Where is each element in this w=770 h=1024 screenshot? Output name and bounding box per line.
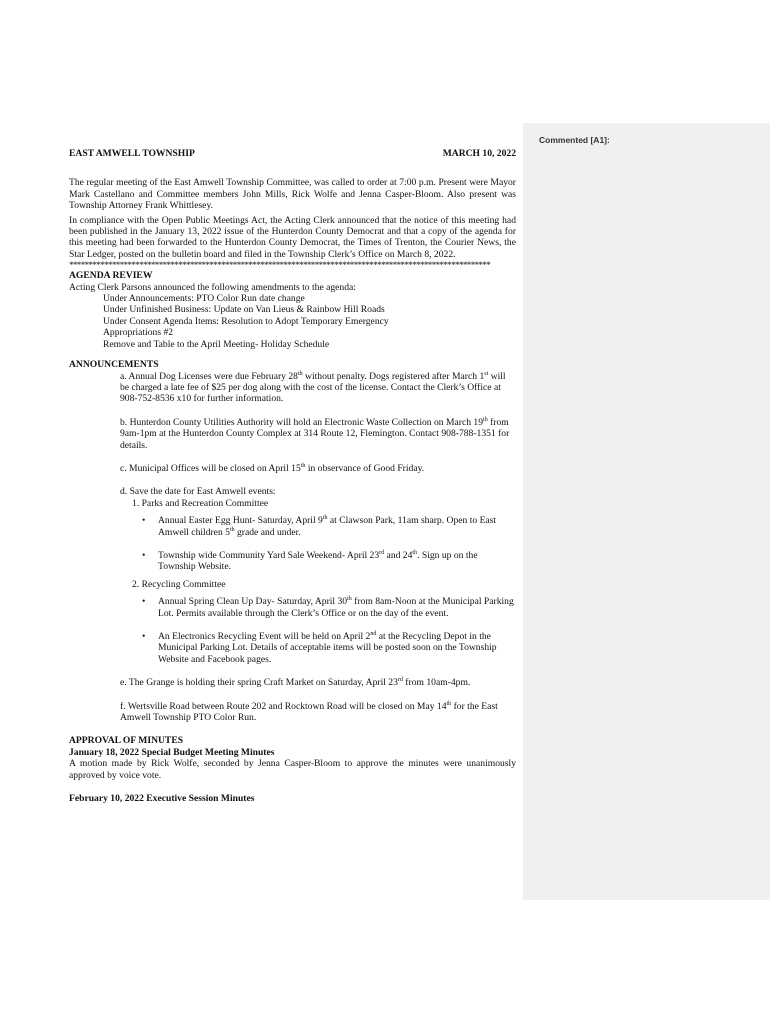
agenda-item: Remove and Table to the April Meeting- Holiday Schedule xyxy=(103,338,330,350)
minutes-item-text: A motion made by Rick Wolfe, seconded by Jenna Casper-Bloom to approve the minutes were unanimously approved by voice vote. xyxy=(69,758,516,781)
agenda-heading: AGENDA REVIEW xyxy=(69,270,153,282)
list-item: • Annual Easter Egg Hunt- Saturday, April 9th at Clawson Park, 11am sharp. Open to East Amwell children 5th grade and under. xyxy=(158,515,516,538)
agenda-item: Under Consent Agenda Items: Resolution to Adopt Temporary Emergency xyxy=(103,315,389,327)
agenda-item: Under Announcements: PTO Color Run date change xyxy=(103,293,305,305)
announcement-c: c. Municipal Offices will be closed on April 15th in observance of Good Friday. xyxy=(120,462,425,474)
announcement-f: f. Wertsville Road between Route 202 and Rocktown Road will be closed on May 14th for the East Amwell Township PTO Color Run. xyxy=(120,700,498,724)
document-header xyxy=(69,148,516,159)
intro-paragraph-2: In compliance with the Open Public Meetings Act, the Acting Clerk announced that the notice of this meeting had been published in the January 13, 2022 issue of the Hunterdon County Democrat and that a copy of the agenda for this meeting had been forwarded to the Hunterdon County Democrat, the Times of Trenton, the Courier News, the Star Ledger, posted on the bulletin board and filed in the Township Clerk’s Office on March 8, 2022. xyxy=(69,214,516,260)
parks-rec-subheading: 1. Parks and Recreation Committee xyxy=(132,497,269,509)
agenda-intro: Acting Clerk Parsons announced the following amendments to the agenda: xyxy=(69,281,356,293)
agenda-item: Appropriations #2 xyxy=(103,327,174,339)
announcements-heading: ANNOUNCEMENTS xyxy=(69,359,159,371)
parks-rec-list xyxy=(69,515,516,573)
announcement-a: a. Annual Dog Licenses were due February 28th without penalty. Dogs registered after March 1st will be charged a late fee of $25 per dog along with the cost of the license. Contact the Clerk’s Office at 908-752-8536 x10 for further information. xyxy=(120,370,506,405)
separator-line: ************************************************************************************************************ xyxy=(69,260,491,271)
list-item: • An Electronics Recycling Event will be held on April 2nd at the Recycling Depot in the Municipal Parking Lot. Details of acceptable items will be posted soon on the Township Website and Facebook pages. xyxy=(158,631,516,665)
minutes-heading: APPROVAL OF MINUTES xyxy=(69,735,184,747)
list-item: • Annual Spring Clean Up Day- Saturday, April 30th from 8am-Noon at the Municipal Parking Lot. Permits available through the Clerk’s Office or on the day of the event. xyxy=(158,596,516,619)
meeting-date: MARCH 10, 2022 xyxy=(442,148,516,159)
minutes-item-title: January 18, 2022 Special Budget Meeting Minutes xyxy=(69,746,275,758)
recycling-subheading: 2. Recycling Committee xyxy=(132,578,226,590)
org-name: EAST AMWELL TOWNSHIP xyxy=(69,148,195,159)
intro-paragraph-1: The regular meeting of the East Amwell Township Committee, was called to order at 7:00 p.m. Present were Mayor Mark Castellano and Committee members John Mills, Rick Wolfe and Jenna Casper-Bloom. Also present was Township Attorney Frank Whittlesey. xyxy=(69,177,516,212)
announcement-d: d. Save the date for East Amwell events: xyxy=(120,486,276,498)
agenda-item: Under Unfinished Business: Update on Van Lieus & Rainbow Hill Roads xyxy=(103,304,385,316)
announcement-e: e. The Grange is holding their spring Craft Market on Saturday, April 23rd from 10am-4pm. xyxy=(120,677,471,689)
list-item: • Township wide Community Yard Sale Weekend- April 23rd and 24th. Sign up on the Township Website. xyxy=(158,550,516,573)
comment-heading: Commented [A1]: xyxy=(539,135,610,145)
minutes-item-title: February 10, 2022 Executive Session Minutes xyxy=(69,793,255,805)
document-page xyxy=(69,148,516,804)
announcement-b: b. Hunterdon County Utilities Authority will hold an Electronic Waste Collection on March 19th from 9am-1pm at the Hunterdon County Complex at 314 Route 12, Flemington. Contact 908-788-1351 for details. xyxy=(120,416,510,451)
comment-sidebar xyxy=(523,123,770,900)
recycling-list xyxy=(69,596,516,665)
